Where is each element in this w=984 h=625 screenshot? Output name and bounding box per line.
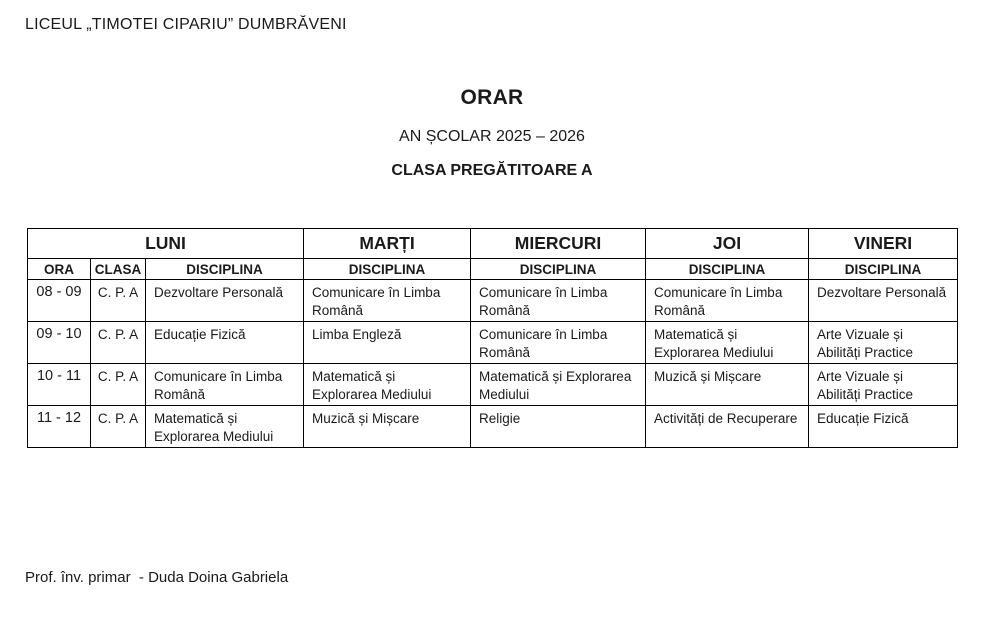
column-header-row	[28, 259, 958, 280]
day-header-joi: JOI	[646, 229, 809, 259]
timetable	[27, 228, 958, 448]
subject-cell-luni: Educație Fizică	[146, 322, 304, 364]
subject-cell-miercuri: Comunicare în Limba Română	[471, 322, 646, 364]
subject-cell-marti: Muzică și Mișcare	[304, 406, 471, 448]
clasa-cell: C. P. A	[91, 406, 146, 448]
subject-cell-vineri: Arte Vizuale și Abilități Practice	[809, 322, 958, 364]
school-name: LICEUL „TIMOTEI CIPARIU” DUMBRĂVENI	[25, 16, 347, 33]
col-header-clasa: CLASA	[91, 259, 146, 280]
col-header-ora: ORA	[28, 259, 91, 280]
class-name: CLASA PREGĂTITOARE A	[391, 162, 593, 179]
subject-cell-luni: Matematică și Explorarea Mediului	[146, 406, 304, 448]
subject-cell-miercuri: Religie	[471, 406, 646, 448]
clasa-cell: C. P. A	[91, 364, 146, 406]
subject-cell-joi: Matematică și Explorarea Mediului	[646, 322, 809, 364]
table-row-11-12	[28, 406, 958, 448]
ora-cell: 09 - 10	[28, 322, 91, 364]
day-header-luni: LUNI	[28, 229, 304, 259]
subject-cell-miercuri: Comunicare în Limba Română	[471, 280, 646, 322]
day-header-row	[28, 229, 958, 259]
page-title: ORAR	[460, 86, 524, 109]
ora-cell: 11 - 12	[28, 406, 91, 448]
subject-cell-luni: Dezvoltare Personală	[146, 280, 304, 322]
clasa-cell: C. P. A	[91, 280, 146, 322]
table-row-08-09	[28, 280, 958, 322]
subject-cell-joi: Activități de Recuperare	[646, 406, 809, 448]
table-row-10-11	[28, 364, 958, 406]
col-header-disciplina-marti: DISCIPLINA	[304, 259, 471, 280]
col-header-disciplina-joi: DISCIPLINA	[646, 259, 809, 280]
day-header-marti: MARȚI	[304, 229, 471, 259]
day-header-vineri: VINERI	[809, 229, 958, 259]
day-header-miercuri: MIERCURI	[471, 229, 646, 259]
col-header-disciplina-vineri: DISCIPLINA	[809, 259, 958, 280]
school-year: AN ȘCOLAR 2025 – 2026	[399, 128, 585, 145]
ora-cell: 08 - 09	[28, 280, 91, 322]
teacher-signature: Prof. înv. primar - Duda Doina Gabriela	[25, 569, 289, 586]
subject-cell-vineri: Arte Vizuale și Abilități Practice	[809, 364, 958, 406]
subject-cell-joi: Comunicare în Limba Română	[646, 280, 809, 322]
subject-cell-vineri: Dezvoltare Personală	[809, 280, 958, 322]
col-header-disciplina-luni: DISCIPLINA	[146, 259, 304, 280]
col-header-disciplina-miercuri: DISCIPLINA	[471, 259, 646, 280]
ora-cell: 10 - 11	[28, 364, 91, 406]
subject-cell-vineri: Educație Fizică	[809, 406, 958, 448]
clasa-cell: C. P. A	[91, 322, 146, 364]
subject-cell-marti: Matematică și Explorarea Mediului	[304, 364, 471, 406]
subject-cell-luni: Comunicare în Limba Română	[146, 364, 304, 406]
subject-cell-marti: Comunicare în Limba Română	[304, 280, 471, 322]
subject-cell-joi: Muzică și Mișcare	[646, 364, 809, 406]
subject-cell-miercuri: Matematică și Explorarea Mediului	[471, 364, 646, 406]
table-row-09-10	[28, 322, 958, 364]
subject-cell-marti: Limba Engleză	[304, 322, 471, 364]
